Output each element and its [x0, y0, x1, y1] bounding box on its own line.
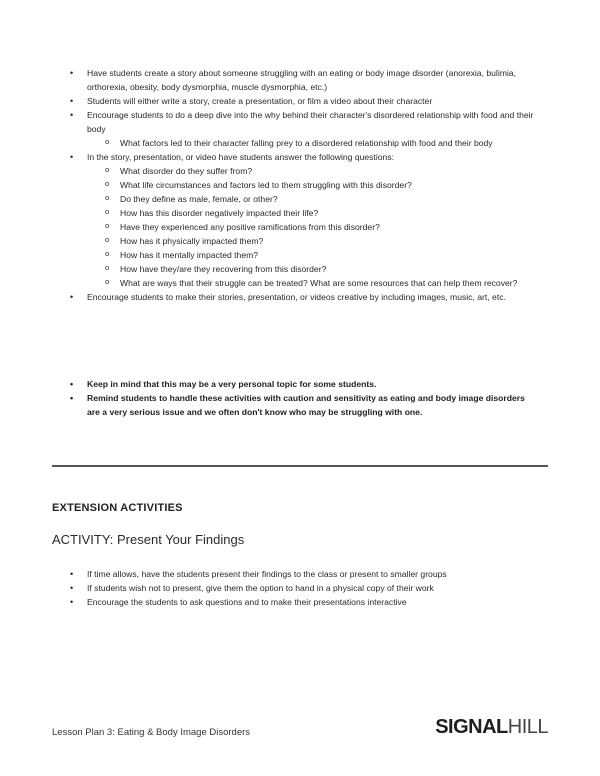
signal-hill-logo: [435, 716, 548, 739]
sub-list-item: [95, 192, 540, 206]
list-item: [70, 150, 540, 290]
sub-list-item-text: What are ways that their struggle can be treated? What are some resources that can help them recover?: [120, 278, 518, 288]
sub-list-item-text: What disorder do they suffer from?: [120, 166, 253, 176]
list-item: [70, 108, 540, 150]
note-item: [70, 391, 540, 419]
list-item: [70, 66, 540, 94]
sub-list-item-text: How has it mentally impacted them?: [120, 250, 259, 260]
list-item: [70, 581, 540, 595]
sub-list-item: [95, 276, 540, 290]
sub-list-item-text: What life circumstances and factors led to them struggling with this disorder?: [120, 180, 412, 190]
footer-lesson-title: Lesson Plan 3: Eating & Body Image Disorders: [52, 727, 251, 738]
sub-list: [87, 136, 540, 150]
sub-list-item: [95, 164, 540, 178]
list-item-text: Encourage the students to ask questions and to make their presentations interactive: [87, 597, 407, 607]
list-item: [70, 567, 540, 581]
sub-list-item: [95, 248, 540, 262]
sub-list-item-text: What factors led to their character falling prey to a disordered relationship with food and their body: [120, 138, 493, 148]
list-item: [70, 595, 540, 609]
extension-list: [70, 567, 540, 609]
list-item-text: If time allows, have the students present their findings to the class or present to smaller groups: [87, 569, 447, 579]
activity-steps-list: [70, 66, 540, 304]
list-item: [70, 290, 540, 304]
teacher-notes-list: [70, 377, 540, 419]
sub-list-item: [95, 220, 540, 234]
sub-list-item-text: How have they/are they recovering from this disorder?: [120, 264, 327, 274]
sub-list-item: [95, 206, 540, 220]
questions-sub-list: [87, 164, 540, 290]
activity-title: ACTIVITY: Present Your Findings: [52, 532, 245, 547]
list-item-text: Students will either write a story, create a presentation, or film a video about their character: [87, 96, 433, 106]
list-item-text: In the story, presentation, or video have students answer the following questions:: [87, 152, 395, 162]
sub-list-item-text: How has it physically impacted them?: [120, 236, 264, 246]
sub-list-item: [95, 178, 540, 192]
sub-list-item-text: Do they define as male, female, or other?: [120, 194, 278, 204]
sub-list-item: [95, 234, 540, 248]
list-item-text: Have students create a story about someone struggling with an eating or body image disorder (anorexia, bulimia, orthorexia, obesity, body dysmorphia, muscle dysmorphia, etc.): [87, 68, 516, 92]
list-item-text: Encourage students to make their stories, presentation, or videos creative by including images, music, art, etc.: [87, 292, 506, 302]
list-item: [70, 94, 540, 108]
sub-list-item: [95, 262, 540, 276]
note-item: [70, 377, 540, 391]
sub-list-item: [95, 136, 540, 150]
section-heading: EXTENSION ACTIVITIES: [52, 502, 183, 514]
note-text: Remind students to handle these activities with caution and sensitivity as eating and body image disorders are a very serious issue and we often don't know who may be struggling with one.: [87, 393, 525, 417]
sub-list-item-text: Have they experienced any positive ramifications from this disorder?: [120, 222, 380, 232]
list-item-text: Encourage students to do a deep dive into the why behind their character's disordered relationship with food and their body: [87, 110, 534, 134]
section-divider: [52, 465, 548, 467]
note-text: Keep in mind that this may be a very personal topic for some students.: [87, 379, 377, 389]
logo-hill: HILL: [507, 716, 548, 738]
list-item-text: If students wish not to present, give them the option to hand in a physical copy of their work: [87, 583, 434, 593]
logo-signal: SIGNAL: [435, 716, 508, 738]
sub-list-item-text: How has this disorder negatively impacted their life?: [120, 208, 319, 218]
